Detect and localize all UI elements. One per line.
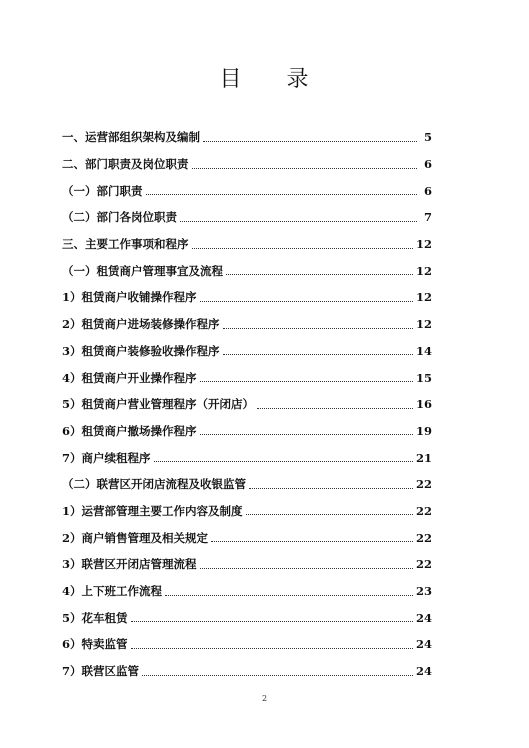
toc-entry-page: 5	[423, 130, 432, 145]
title-char-2: 录	[286, 67, 310, 92]
toc-entry-label: 5）花车租赁	[62, 610, 128, 625]
toc-leader-dots	[257, 408, 413, 409]
toc-entry-page: 22	[415, 477, 432, 492]
toc-leader-dots	[131, 648, 413, 649]
toc-entry[interactable]	[62, 578, 432, 605]
toc-entry-label: 2）租赁商户进场装修操作程序	[62, 317, 220, 332]
toc-entry[interactable]	[62, 551, 432, 578]
toc-entry-label: 5）租赁商户营业管理程序（开闭店）	[62, 397, 254, 412]
toc-leader-dots	[211, 541, 413, 542]
toc-leader-dots	[200, 381, 413, 382]
title-char-1: 目	[219, 67, 243, 92]
toc-entry-page: 6	[423, 157, 432, 172]
toc-entry-label: 二、部门职责及岗位职责	[62, 157, 189, 172]
toc-entry-label: （二）联营区开闭店流程及收银监管	[62, 477, 246, 492]
toc-entry-page: 12	[415, 290, 432, 305]
toc-entry-page: 19	[415, 423, 432, 438]
toc-entry[interactable]	[62, 151, 432, 178]
toc-entry[interactable]	[62, 604, 432, 631]
toc-entry-page: 22	[415, 530, 432, 545]
toc-entry-page: 15	[415, 370, 432, 385]
toc-entry-label: 三、主要工作事项和程序	[62, 237, 189, 252]
toc-leader-dots	[131, 621, 413, 622]
toc-entry[interactable]	[62, 471, 432, 498]
toc-entry[interactable]	[62, 231, 432, 258]
toc-leader-dots	[200, 434, 413, 435]
toc-entry[interactable]	[62, 338, 432, 365]
page-title	[0, 62, 529, 93]
toc-entry-page: 14	[415, 343, 432, 358]
toc-leader-dots	[200, 568, 413, 569]
toc-leader-dots	[180, 221, 417, 222]
toc-leader-dots	[200, 301, 413, 302]
toc-leader-dots	[192, 168, 418, 169]
toc-entry-page: 21	[415, 450, 432, 465]
toc-entry[interactable]	[62, 524, 432, 551]
toc-leader-dots	[203, 141, 417, 142]
toc-entry[interactable]	[62, 418, 432, 445]
toc-leader-dots	[223, 354, 413, 355]
toc-entry-label: 4）上下班工作流程	[62, 584, 163, 599]
toc-entry[interactable]	[62, 257, 432, 284]
toc-entry[interactable]	[62, 311, 432, 338]
toc-entry-label: 1）租赁商户收铺操作程序	[62, 290, 197, 305]
toc-entry-page: 16	[415, 397, 432, 412]
toc-entry[interactable]	[62, 631, 432, 658]
toc-leader-dots	[146, 194, 418, 195]
toc-entry-label: 3）租赁商户装修验收操作程序	[62, 343, 220, 358]
toc-entry-page: 24	[415, 664, 432, 679]
toc-entry-label: （二）部门各岗位职责	[62, 210, 177, 225]
toc-entry[interactable]	[62, 204, 432, 231]
toc-entry-label: 6）特卖监管	[62, 637, 128, 652]
table-of-contents	[62, 124, 432, 684]
toc-leader-dots	[246, 514, 413, 515]
toc-entry-page: 24	[415, 637, 432, 652]
toc-leader-dots	[165, 595, 413, 596]
toc-entry[interactable]	[62, 444, 432, 471]
toc-leader-dots	[142, 675, 413, 676]
toc-entry-page: 12	[415, 317, 432, 332]
toc-entry-label: （一）租赁商户管理事宜及流程	[62, 263, 223, 278]
toc-entry[interactable]	[62, 364, 432, 391]
toc-leader-dots	[192, 248, 413, 249]
toc-entry[interactable]	[62, 498, 432, 525]
toc-entry-label: 2）商户销售管理及相关规定	[62, 530, 209, 545]
toc-entry-page: 12	[415, 263, 432, 278]
toc-leader-dots	[226, 274, 413, 275]
page-number: 2	[261, 694, 268, 703]
toc-entry-page: 23	[415, 584, 432, 599]
toc-entry[interactable]	[62, 284, 432, 311]
toc-entry-label: 3）联营区开闭店管理流程	[62, 557, 197, 572]
toc-entry-page: 7	[423, 210, 432, 225]
toc-entry-label: 一、运营部组织架构及编制	[62, 130, 200, 145]
toc-entry-page: 12	[415, 237, 432, 252]
toc-entry-label: 1）运营部管理主要工作内容及制度	[62, 503, 243, 518]
toc-entry-page: 22	[415, 557, 432, 572]
toc-leader-dots	[154, 461, 413, 462]
toc-entry-page: 24	[415, 610, 432, 625]
toc-entry[interactable]	[62, 658, 432, 685]
toc-entry-page: 22	[415, 503, 432, 518]
toc-leader-dots	[223, 328, 413, 329]
toc-leader-dots	[249, 488, 413, 489]
toc-entry[interactable]	[62, 177, 432, 204]
toc-entry[interactable]	[62, 391, 432, 418]
toc-entry-label: 4）租赁商户开业操作程序	[62, 370, 197, 385]
toc-entry-label: （一）部门职责	[62, 183, 143, 198]
toc-entry-label: 6）租赁商户撤场操作程序	[62, 423, 197, 438]
toc-entry[interactable]	[62, 124, 432, 151]
toc-entry-page: 6	[423, 183, 432, 198]
toc-entry-label: 7）商户续租程序	[62, 450, 151, 465]
toc-entry-label: 7）联营区监管	[62, 664, 140, 679]
